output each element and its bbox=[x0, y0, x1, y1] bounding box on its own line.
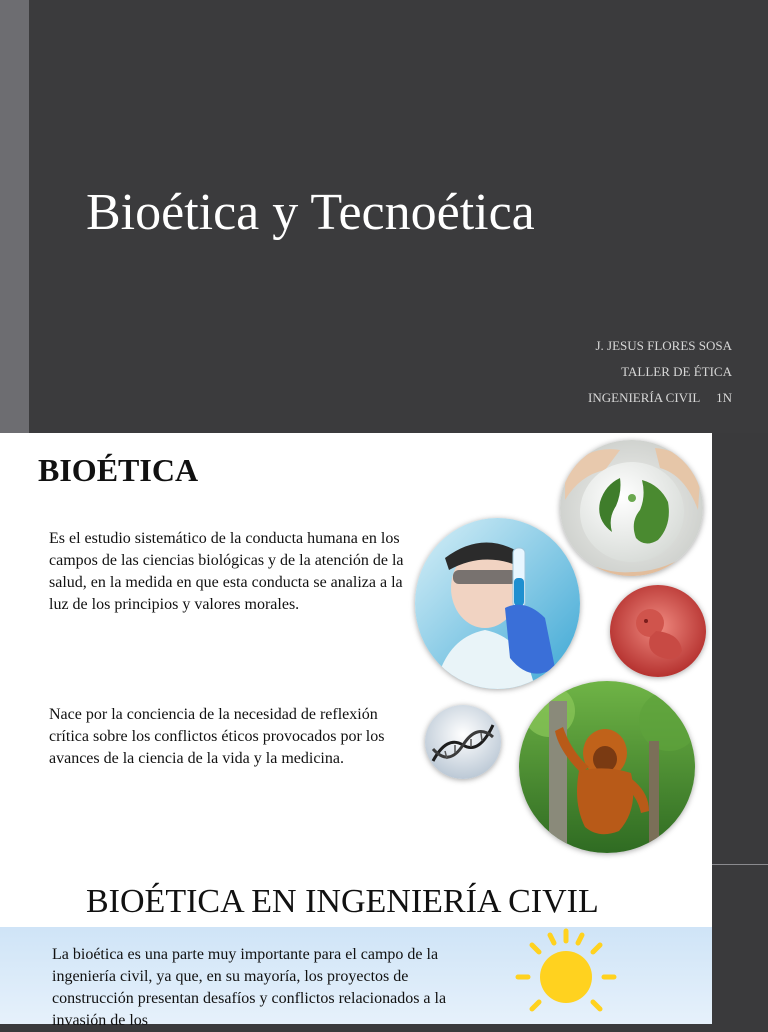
sun-icon bbox=[510, 925, 620, 1024]
slide-title: Bioética y Tecnoética bbox=[86, 184, 535, 241]
slide-divider bbox=[712, 864, 768, 865]
orangutan-image bbox=[519, 681, 695, 853]
author-name: J. JESUS FLORES SOSA bbox=[595, 338, 732, 353]
fetus-image bbox=[610, 585, 706, 677]
earth-hands-image bbox=[560, 440, 703, 576]
ingenieria-heading: BIOÉTICA EN INGENIERÍA CIVIL bbox=[86, 883, 599, 920]
page-gutter bbox=[712, 433, 768, 1024]
definition-paragraph: Es el estudio sistemático de la conducta humana en los campos de las ciencias biológicas y de la atención de la salud, en la medida en que esta conducta se analiza a la luz de los principios y valores morales. bbox=[49, 530, 404, 613]
program-name: INGENIERÍA CIVIL 1N bbox=[588, 390, 732, 405]
bioetica-slide bbox=[0, 433, 712, 865]
bioetica-heading: BIOÉTICA bbox=[38, 452, 199, 488]
accent-bar bbox=[0, 0, 29, 433]
origin-paragraph: Nace por la conciencia de la necesidad de reflexión crítica sobre los conflictos éticos provocados por los avances de la ciencia de la vida y la medicina. bbox=[49, 706, 385, 767]
bioetica-ingenieria-slide bbox=[0, 865, 712, 1029]
scientist-test-tube-image bbox=[415, 518, 580, 689]
dna-image bbox=[425, 705, 501, 779]
title-slide bbox=[0, 0, 768, 433]
course-name: TALLER DE ÉTICA bbox=[621, 364, 732, 379]
ingenieria-paragraph: La bioética es una parte muy importante para el campo de la ingeniería civil, ya que, en su mayoría, los proyectos de construcción presentan desafíos y conflictos relacionados a la invasión de los bbox=[52, 946, 447, 1029]
